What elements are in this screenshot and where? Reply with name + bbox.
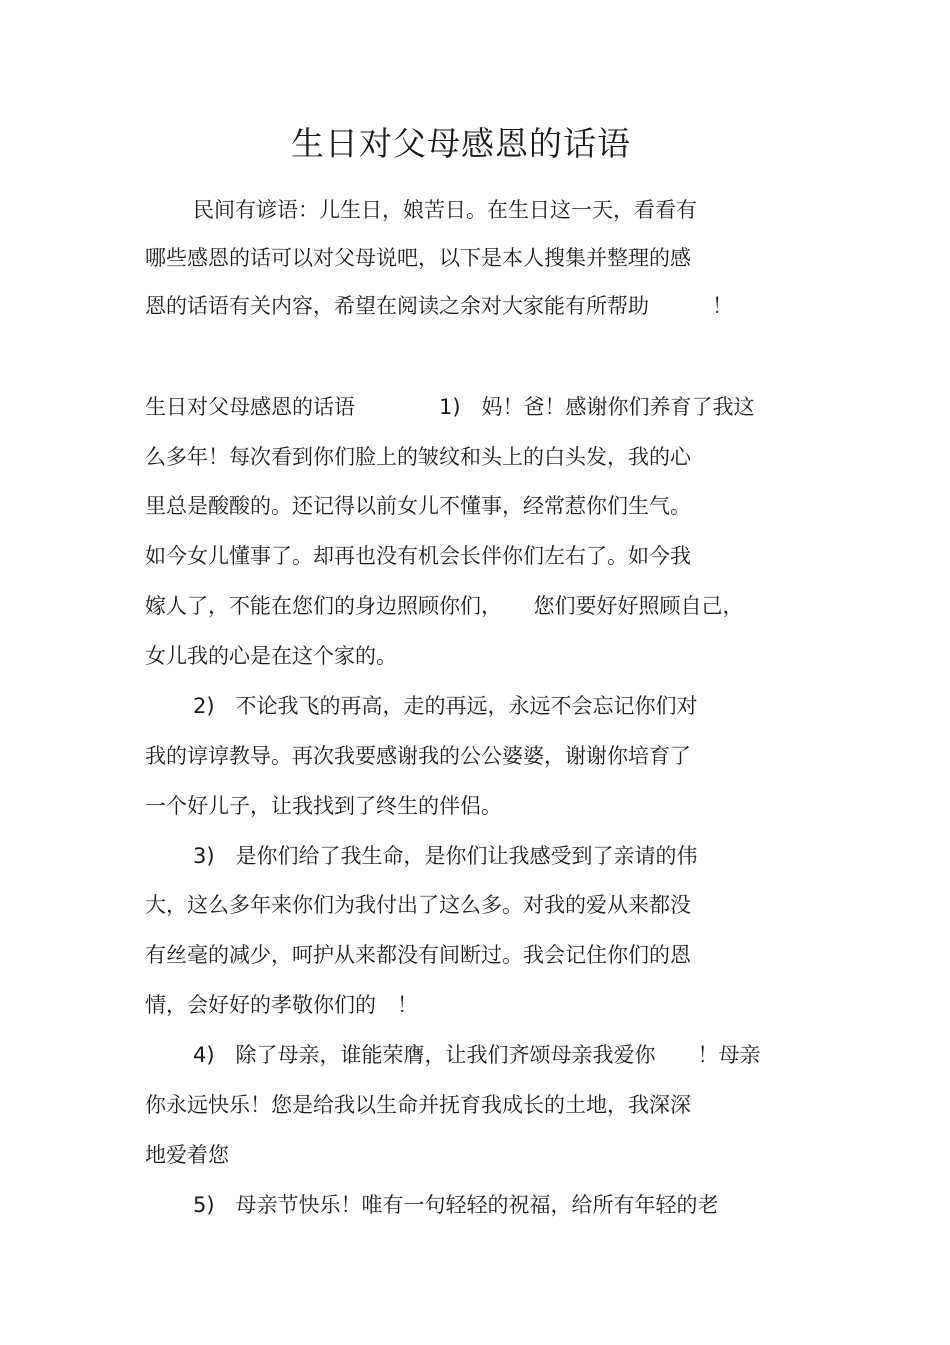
paragraph-line: 里总是酸酸的。还记得以前女儿不懂事，经常惹你们生气。: [145, 494, 691, 518]
paragraph-line: 我的谆谆教导。再次我要感谢我的公公婆婆，谢谢你培育了: [145, 744, 691, 768]
paragraph-line: 民间有谚语：儿生日，娘苦日。在生日这一天，看看有: [193, 198, 697, 222]
paragraph-line: 地爱着您: [145, 1143, 229, 1167]
paragraph-line: 女儿我的心是在这个家的。: [145, 644, 397, 668]
paragraph-line: 哪些感恩的话可以对父母说吧，以下是本人搜集并整理的感: [145, 246, 691, 270]
paragraph-line: 一个好儿子，让我找到了终生的伴侣。: [145, 794, 502, 818]
paragraph-line: 嫁人了，不能在您们的身边照顾你们， 您们要好好照顾自己，: [145, 594, 744, 618]
page-title: 生日对父母感恩的话语: [291, 124, 631, 163]
paragraph-line: 恩的话语有关内容，希望在阅读之余对大家能有所帮助 ！: [145, 294, 733, 318]
paragraph-line: 如今女儿懂事了。却再也没有机会长伴你们左右了。如今我: [145, 544, 691, 568]
paragraph-line: 有丝毫的减少，呵护从来都没有间断过。我会记住你们的恩: [145, 943, 691, 967]
paragraph-line: 情，会好好的孝敬你们的 ！: [145, 993, 418, 1017]
paragraph-line: 大，这么多年来你们为我付出了这么多。对我的爱从来都没: [145, 893, 691, 917]
paragraph-line: 么多年！每次看到你们脸上的皱纹和头上的白头发，我的心: [145, 445, 691, 469]
paragraph-line: 3) 是你们给了我生命，是你们让我感受到了亲请的伟: [193, 844, 698, 868]
paragraph-line: 生日对父母感恩的话语 1) 妈！爸！感谢你们养育了我这: [145, 395, 755, 419]
paragraph-line: 5) 母亲节快乐！唯有一句轻轻的祝福，给所有年轻的老: [193, 1193, 719, 1217]
paragraph-line: 2) 不论我飞的再高，走的再远，永远不会忘记你们对: [193, 694, 698, 718]
paragraph-line: 你永远快乐！您是给我以生命并抚育我成长的土地，我深深: [145, 1093, 691, 1117]
paragraph-line: 4) 除了母亲，谁能荣膺，让我们齐颂母亲我爱你 ！母亲: [193, 1043, 761, 1067]
